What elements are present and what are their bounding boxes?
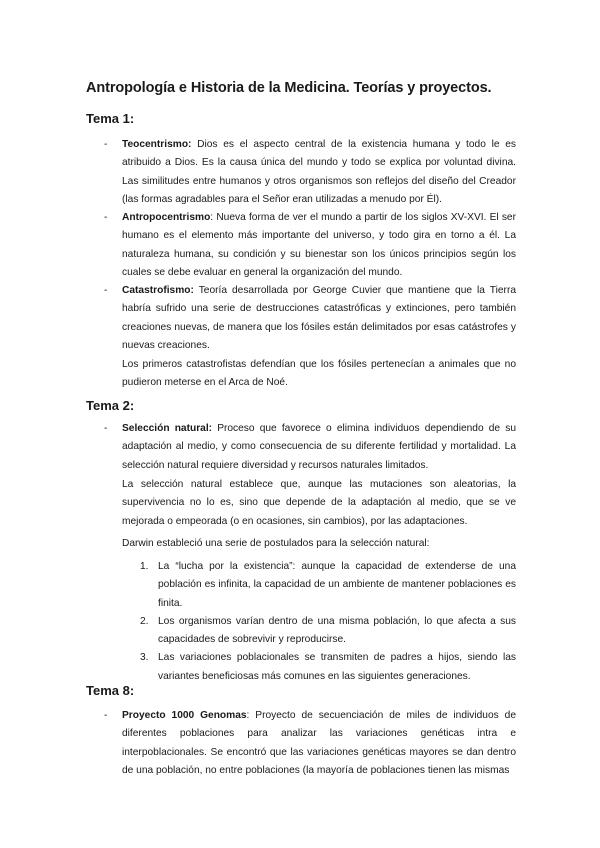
section-heading-tema-8: Tema 8: [86,683,135,698]
term-proyecto-1000-genomas: Proyecto 1000 Genomas [122,710,247,721]
ordered-list-item [122,613,516,650]
list-number: 2. [140,615,149,627]
list-item-text: La “lucha por la existencia”: aunque la capacidad de extenderse de una población es infinita, la capacidad de un ambiente de mantener poblaciones es finita. [158,561,516,609]
definition-proyecto-1000-genomas: : Proyecto de secuenciación de miles de individuos de diferentes poblaciones para analizar las variaciones genéticas intra e interpoblacionales. Se encontró que las variaciones genéticas mayores se dan dentro de una población, no entre poblaciones (la mayoría de poblaciones tienen las mismas [122,710,516,776]
term-seleccion-natural: Selección natural: [122,423,213,434]
paragraph-seleccion-natural: La selección natural establece que, aunque las mutaciones son aleatorias, la supervivencia no lo es, sino que depende de la adaptación al medio, que se ve mejorada o empeorada (o en ocasiones, sin cambios), por las adaptaciones. [122,479,516,527]
bullet-dash: - [104,423,108,434]
definition-catastrofismo: Teoría desarrollada por George Cuvier que mantiene que la Tierra habría sufrido una serie de destrucciones catastróficas y extinciones, pero también creaciones nuevas, de manera que los fósiles están delimitados por esas catástrofes y nuevas creaciones. [122,285,516,351]
paragraph-darwin-postulados: Darwin estableció una serie de postulados para la selección natural: [122,538,430,549]
term-catastrofismo: Catastrofismo: [122,285,194,296]
ordered-list-item [122,558,516,613]
term-antropocentrismo: Antropocentrismo [122,212,211,223]
document-title: Antropología e Historia de la Medicina. Teorías y proyectos. [86,80,492,96]
list-number: 3. [140,652,149,664]
list-item-text: Los organismos varían dentro de una misma población, lo que afecta a sus capacidades de sobrevivir y reproducirse. [158,615,516,646]
list-item-teocentrismo [86,136,516,209]
ordered-list-item [122,649,516,686]
list-item-catastrofismo [86,282,516,355]
list-item-seleccion-natural [86,420,516,475]
definition-teocentrismo: Dios es el aspecto central de la existencia humana y todo le es atribuido a Dios. Es la causa única del mundo y todo se explica por voluntad divina. Las similitudes entre humanos y otros organismos son reflejos del diseño del Creador (las formas agradables para el Señor eran utilizadas a menudo por Él). [122,139,516,205]
list-item-text: Las variaciones poblacionales se transmiten de padres a hijos, siendo las variantes beneficiosas más comunes en las siguientes generaciones. [158,652,516,682]
section-heading-tema-1: Tema 1: [86,111,135,126]
paragraph-catastrofistas: Los primeros catastrofistas defendían que los fósiles pertenecían a animales que no pudieron meterse en el Arca de Noé. [122,359,516,389]
bullet-dash: - [104,212,108,223]
definition-seleccion-natural: Proceso que favorece o elimina individuos dependiendo de su adaptación al medio, y como consecuencia de su diferente fertilidad y mortalidad. La selección natural requiere diversidad y recursos naturales limitados. [122,423,516,471]
bullet-dash: - [104,285,108,296]
ordered-list-postulados [122,558,516,686]
section-heading-tema-2: Tema 2: [86,398,135,413]
list-item-antropocentrismo [86,209,516,282]
list-number: 1. [140,561,149,572]
list-item-proyecto-1000-genomas [86,707,516,780]
bullet-dash: - [104,139,108,150]
bullet-dash: - [104,710,108,721]
term-teocentrismo: Teocentrismo: [122,139,192,150]
definition-antropocentrismo: : Nueva forma de ver el mundo a partir de los siglos XV-XVI. El ser humano es el elemento más importante del universo, y todo gira en torno a él. La naturaleza humana, su condición y su bienestar son los únicos principios según los cuales se debe evaluar en general la organización del mundo. [122,212,516,278]
